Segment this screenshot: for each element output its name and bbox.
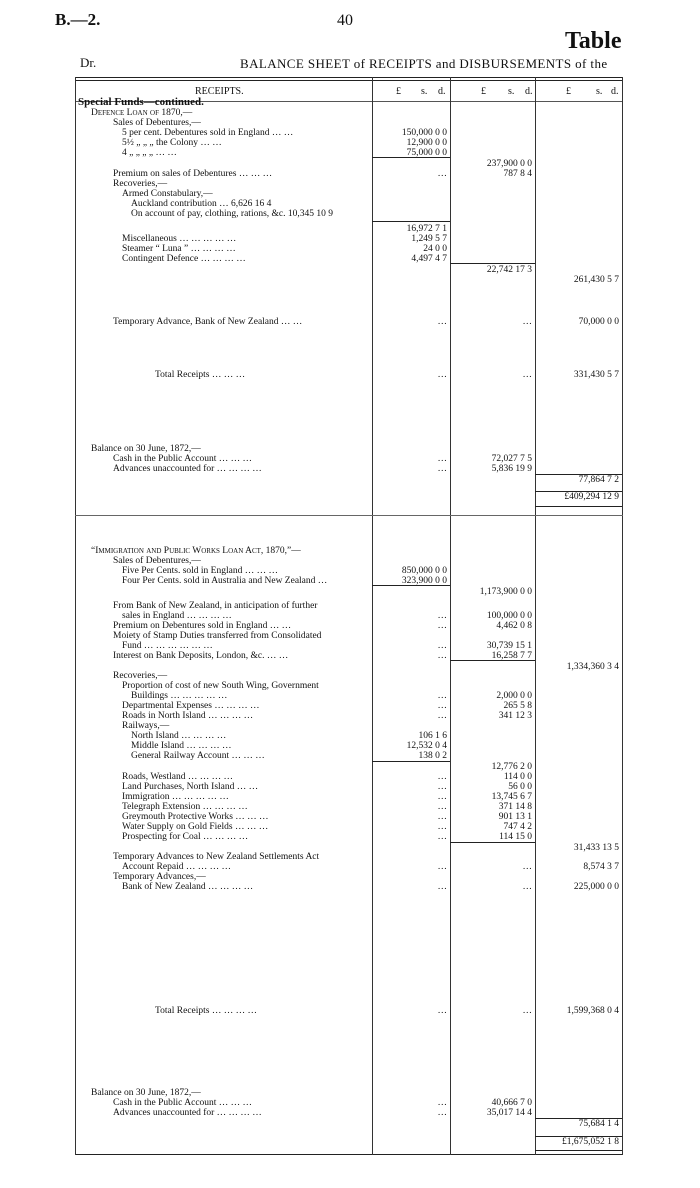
debit-label: Dr. (80, 55, 97, 70)
col2-pound: £ (481, 86, 486, 97)
amount-col-a: 106 1 6 (418, 731, 447, 741)
row-label: Recoveries,— (113, 671, 168, 681)
row-label: 5½ „ „ „ the Colony … … (122, 138, 222, 148)
row-label: Account Repaid … … … … (122, 862, 231, 872)
row-label: Bank of New Zealand … … … … (122, 882, 254, 892)
amount-col-b: 13,745 6 7 (491, 792, 532, 802)
amount-col-b: 35,017 14 4 (486, 1108, 532, 1118)
left-border (75, 77, 76, 1155)
total-rule (535, 506, 622, 507)
amount-col-b: 901 13 1 (498, 812, 532, 822)
amount-col-a: … (437, 812, 447, 822)
col3-divider (535, 77, 536, 1155)
amount-col-b: 747 4 2 (503, 822, 532, 832)
amount-col-b: 100,000 0 0 (486, 611, 532, 621)
amount-col-b: 22,742 17 3 (486, 265, 532, 275)
amount-col-a: 12,900 0 0 (406, 138, 447, 148)
row-label: Balance on 30 June, 1872,— (91, 1088, 201, 1098)
row-label: Proportion of cost of new South Wing, Government (122, 681, 319, 691)
amount-col-a: 850,000 0 0 (401, 566, 447, 576)
total-rule (535, 1150, 622, 1151)
row-label: Sales of Debentures,— (113, 556, 201, 566)
amount-col-a: 75,000 0 0 (406, 148, 447, 158)
amount-col-a: … (437, 822, 447, 832)
row-label: Sales of Debentures,— (113, 118, 201, 128)
amount-col-b: 1,173,900 0 0 (479, 587, 532, 597)
amount-col-b: 12,776 2 0 (491, 762, 532, 772)
amount-col-a: … (437, 370, 447, 380)
page-number: 40 (337, 12, 353, 29)
amount-col-a: … (437, 651, 447, 661)
amount-col-a: … (437, 169, 447, 179)
amount-col-a: … (437, 641, 447, 651)
amount-col-a: … (437, 782, 447, 792)
top-rule-2 (75, 80, 623, 81)
amount-col-a: 150,000 0 0 (401, 128, 447, 138)
amount-col-a: … (437, 464, 447, 474)
col3-shilling: s. (596, 86, 603, 97)
amount-col-c: 225,000 0 0 (573, 882, 619, 892)
amount-col-a: … (437, 1108, 447, 1118)
subtotal-rule (450, 263, 535, 264)
row-label: Steamer “ Luna ” … … … … (122, 244, 236, 254)
bottom-rule (75, 1154, 623, 1155)
row-label: North Island … … … … (131, 731, 227, 741)
row-label: Advances unaccounted for … … … … (113, 1108, 262, 1118)
row-label: 4 „ „ „ „ … … (122, 148, 177, 158)
amount-col-b: … (522, 1006, 532, 1016)
row-label: Temporary Advances to New Zealand Settlements Act (113, 852, 320, 862)
amount-col-a: … (437, 1098, 447, 1108)
amount-col-b: 341 12 3 (498, 711, 532, 721)
amount-col-c: 31,433 13 5 (573, 843, 619, 853)
amount-col-b: 2,000 0 0 (496, 691, 532, 701)
row-label: Five Per Cents. sold in England … … … (122, 566, 278, 576)
amount-col-b: 114 0 0 (503, 772, 532, 782)
amount-col-a: … (437, 701, 447, 711)
amount-col-b: 56 0 0 (508, 782, 532, 792)
row-label: Fund … … … … … … (122, 641, 213, 651)
amount-col-a: … (437, 317, 447, 327)
receipts-heading: RECEIPTS. (195, 86, 244, 97)
subtotal-rule (372, 221, 450, 222)
col2-shilling: s. (508, 86, 515, 97)
amount-col-a: … (437, 691, 447, 701)
amount-col-b: 5,836 19 9 (491, 464, 532, 474)
table-label: Table (565, 28, 622, 54)
row-label: Four Per Cents. sold in Australia and New Zealand … (122, 576, 328, 586)
amount-col-a: 12,532 0 4 (406, 741, 447, 751)
amount-col-b: 72,027 7 5 (491, 454, 532, 464)
top-rule (75, 77, 623, 78)
row-label: Telegraph Extension … … … … (122, 802, 248, 812)
row-label: Roads, Westland … … … … (122, 772, 233, 782)
row-label: Railways,— (122, 721, 170, 731)
row-label: Special Funds—continued. (78, 96, 204, 108)
row-label: Advances unaccounted for … … … … (113, 464, 262, 474)
amount-col-c: 75,684 1 4 (578, 1119, 619, 1129)
amount-col-c: 1,599,368 0 4 (566, 1006, 619, 1016)
row-label: Roads in North Island … … … … (122, 711, 254, 721)
section-divider (75, 515, 623, 516)
amount-col-a: … (437, 792, 447, 802)
col1-shilling: s. (421, 86, 428, 97)
amount-col-a: … (437, 862, 447, 872)
amount-col-b: 237,900 0 0 (486, 159, 532, 169)
row-label: Water Supply on Gold Fields … … … (122, 822, 269, 832)
row-label: On account of pay, clothing, rations, &c. 10,345 10 9 (131, 209, 334, 219)
row-label: Armed Constabulary,— (122, 189, 213, 199)
col3-pence: d. (611, 86, 619, 97)
amount-col-b: 787 8 4 (503, 169, 532, 179)
amount-col-b: 40,666 7 0 (491, 1098, 532, 1108)
amount-col-a: … (437, 772, 447, 782)
amount-col-a: … (437, 1006, 447, 1016)
row-label: “Immigration and Public Works Loan Act, 1870,”— (91, 546, 301, 556)
row-label: Recoveries,— (113, 179, 168, 189)
amount-col-a: 16,972 7 1 (406, 224, 447, 234)
amount-col-c: 8,574 3 7 (583, 862, 619, 872)
amount-col-c: 331,430 5 7 (573, 370, 619, 380)
amount-col-b: 16,258 7 7 (491, 651, 532, 661)
right-border (622, 77, 623, 1155)
amount-col-b: … (522, 317, 532, 327)
amount-col-c: 70,000 0 0 (578, 317, 619, 327)
amount-col-a: 323,900 0 0 (401, 576, 447, 586)
row-label: Land Purchases, North Island … … (122, 782, 259, 792)
amount-col-a: … (437, 832, 447, 842)
row-label: Premium on Debentures sold in England … … (113, 621, 292, 631)
amount-col-b: 114 15 0 (499, 832, 532, 842)
row-label: sales in England … … … … (122, 611, 232, 621)
row-label: Cash in the Public Account … … … (113, 1098, 253, 1108)
row-label: Miscellaneous … … … … … (122, 234, 237, 244)
amount-col-a: … (437, 882, 447, 892)
row-label: Total Receipts … … … (155, 370, 246, 380)
amount-col-a: … (437, 802, 447, 812)
row-label: Temporary Advance, Bank of New Zealand … … (113, 317, 303, 327)
col2-pence: d. (525, 86, 533, 97)
amount-col-a: … (437, 611, 447, 621)
amount-col-b: 265 5 8 (503, 701, 532, 711)
document-code: B.—2. (55, 10, 101, 29)
row-label: Defence Loan of 1870,— (91, 108, 193, 118)
sheet-title: BALANCE SHEET of RECEIPTS and DISBURSEMENTS of the (240, 56, 608, 71)
row-label: Middle Island … … … … (131, 741, 232, 751)
row-label: General Railway Account … … … (131, 751, 265, 761)
row-label: Contingent Defence … … … … (122, 254, 246, 264)
amount-col-a: 1,249 5 7 (411, 234, 447, 244)
amount-col-a: … (437, 711, 447, 721)
amount-col-a: 4,497 4 7 (411, 254, 447, 264)
row-label: Immigration … … … … … (122, 792, 229, 802)
col1-divider (372, 77, 373, 1155)
row-label: Temporary Advances,— (113, 872, 206, 882)
col1-pound: £ (396, 86, 401, 97)
amount-col-c: £1,675,052 1 8 (562, 1137, 619, 1147)
row-label: Balance on 30 June, 1872,— (91, 444, 201, 454)
amount-col-a: 138 0 2 (418, 751, 447, 761)
row-label: From Bank of New Zealand, in anticipation of further (113, 601, 318, 611)
amount-col-c: 261,430 5 7 (573, 275, 619, 285)
amount-col-c: 1,334,360 3 4 (566, 662, 619, 672)
amount-col-b: 371 14 8 (498, 802, 532, 812)
amount-col-c: £409,294 12 9 (564, 492, 619, 502)
amount-col-b: 4,462 0 8 (496, 621, 532, 631)
row-label: Greymouth Protective Works … … … (122, 812, 269, 822)
col1-pence: d. (438, 86, 446, 97)
row-label: Auckland contribution … 6,626 16 4 (131, 199, 272, 209)
row-label: Departmental Expenses … … … … (122, 701, 260, 711)
row-label: Moiety of Stamp Duties transferred from Consolidated (113, 631, 322, 641)
amount-col-b: … (522, 882, 532, 892)
row-label: Buildings … … … … … (131, 691, 228, 701)
row-label: 5 per cent. Debentures sold in England … … (122, 128, 294, 138)
amount-col-b: 30,739 15 1 (486, 641, 532, 651)
row-label: Premium on sales of Debentures … … … (113, 169, 273, 179)
row-label: Total Receipts … … … … (155, 1006, 257, 1016)
amount-col-a: … (437, 621, 447, 631)
col3-pound: £ (566, 86, 571, 97)
row-label: Cash in the Public Account … … … (113, 454, 253, 464)
amount-col-b: … (522, 370, 532, 380)
row-label: Interest on Bank Deposits, London, &c. … … (113, 651, 289, 661)
col2-divider (450, 77, 451, 1155)
amount-col-a: … (437, 454, 447, 464)
amount-col-a: 24 0 0 (423, 244, 447, 254)
amount-col-c: 77,864 7 2 (578, 475, 619, 485)
amount-col-b: … (522, 862, 532, 872)
row-label: Prospecting for Coal … … … … (122, 832, 249, 842)
